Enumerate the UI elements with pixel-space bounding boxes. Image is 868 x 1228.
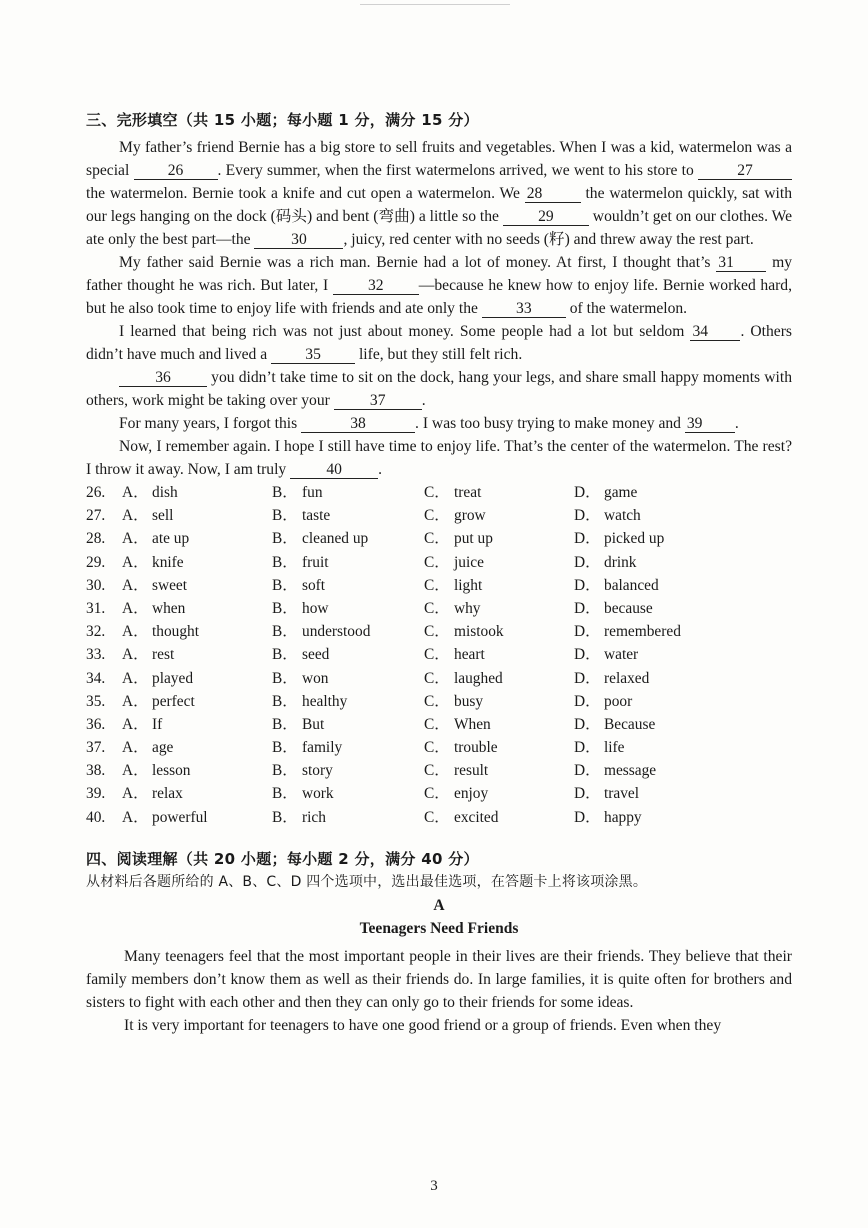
option-letter: A． bbox=[122, 530, 149, 548]
option-text: game bbox=[604, 484, 638, 501]
option-c bbox=[424, 643, 574, 666]
option-text: life bbox=[604, 739, 625, 757]
option-letter: A． bbox=[122, 623, 149, 641]
option-text: If bbox=[152, 715, 163, 733]
cloze-paragraph-6 bbox=[86, 435, 792, 481]
option-text: fun bbox=[302, 484, 323, 501]
option-text: sell bbox=[152, 507, 174, 525]
option-row bbox=[86, 713, 792, 736]
option-text: When bbox=[454, 715, 491, 733]
option-text: treat bbox=[454, 484, 482, 501]
blank-35: 35 bbox=[271, 346, 355, 364]
option-a bbox=[122, 481, 272, 504]
option-text: mistook bbox=[454, 623, 504, 641]
option-letter: B． bbox=[272, 762, 298, 780]
text: Now, I remember again. I hope I still have time to enjoy life. That’s the center of the watermelon. The rest? I throw it away. Now, I am truly bbox=[86, 438, 792, 478]
option-text: taste bbox=[302, 507, 331, 525]
option-letter: B． bbox=[272, 484, 298, 501]
option-text: laughed bbox=[454, 669, 503, 687]
option-text: relaxed bbox=[604, 669, 650, 687]
option-text: dish bbox=[152, 484, 178, 501]
option-b bbox=[272, 551, 424, 574]
blank-27: 27 bbox=[698, 162, 792, 180]
blank-38: 38 bbox=[301, 415, 415, 433]
option-a bbox=[122, 782, 272, 805]
exam-page bbox=[86, 108, 792, 1037]
option-letter: B． bbox=[272, 576, 298, 594]
blank-26: 26 bbox=[134, 162, 218, 180]
option-b bbox=[272, 782, 424, 805]
question-number: 35. bbox=[86, 692, 106, 710]
option-d bbox=[574, 527, 724, 550]
text: —because he knew how to enjoy life. Bernie worked hard, but he also took time to enjoy life with friends and ate only the bbox=[86, 277, 792, 317]
option-a bbox=[122, 806, 272, 829]
option-b bbox=[272, 620, 424, 643]
section3-heading: 三、完形填空（共 15 小题；每小题 1 分，满分 15 分） bbox=[86, 111, 479, 129]
option-letter: D． bbox=[574, 553, 601, 571]
section4-heading: 四、阅读理解（共 20 小题；每小题 2 分，满分 40 分） bbox=[86, 849, 479, 868]
option-text: seed bbox=[302, 646, 330, 664]
option-text: grow bbox=[454, 507, 486, 525]
blank-37: 37 bbox=[334, 392, 422, 410]
text: My father’s friend Bernie has a big store to sell fruits and vegetables. When I was a kid, watermelon was a special bbox=[86, 139, 792, 179]
blank-36: 36 bbox=[119, 369, 207, 387]
option-text: excited bbox=[454, 808, 499, 826]
option-letter: C． bbox=[424, 530, 450, 548]
text: For many years, I forgot this bbox=[119, 415, 302, 432]
option-row bbox=[86, 574, 792, 597]
option-text: how bbox=[302, 599, 329, 617]
option-text: sweet bbox=[152, 576, 188, 594]
option-text: trouble bbox=[454, 739, 498, 757]
option-letter: B． bbox=[272, 623, 298, 641]
question-number: 37. bbox=[86, 739, 106, 757]
option-text: cleaned up bbox=[302, 530, 369, 548]
option-row bbox=[86, 806, 792, 829]
option-text: picked up bbox=[604, 530, 665, 548]
option-a bbox=[122, 690, 272, 713]
option-d bbox=[574, 574, 724, 597]
option-text: travel bbox=[604, 785, 640, 803]
option-a bbox=[122, 736, 272, 759]
text: the watermelon. Bernie took a knife and cut open a watermelon. We bbox=[86, 185, 525, 202]
option-text: won bbox=[302, 669, 329, 687]
option-c bbox=[424, 551, 574, 574]
option-b bbox=[272, 574, 424, 597]
option-text: fruit bbox=[302, 553, 329, 571]
option-row bbox=[86, 597, 792, 620]
option-letter: B． bbox=[272, 692, 298, 710]
question-number: 27. bbox=[86, 507, 106, 525]
option-c bbox=[424, 759, 574, 782]
option-letter: B． bbox=[272, 669, 298, 687]
option-d bbox=[574, 620, 724, 643]
option-text: played bbox=[152, 669, 194, 687]
option-c bbox=[424, 597, 574, 620]
option-text: story bbox=[302, 762, 333, 780]
option-letter: B． bbox=[272, 808, 298, 826]
option-text: work bbox=[302, 785, 334, 803]
blank-32: 32 bbox=[333, 277, 419, 295]
option-letter: B． bbox=[272, 715, 298, 733]
question-number: 26. bbox=[86, 484, 106, 501]
text: . bbox=[734, 415, 739, 432]
option-text: understood bbox=[302, 623, 371, 641]
question-number: 38. bbox=[86, 762, 106, 780]
option-a bbox=[122, 504, 272, 527]
blank-39: 39 bbox=[685, 415, 735, 433]
option-letter: A． bbox=[122, 692, 149, 710]
option-a bbox=[122, 551, 272, 574]
option-letter: C． bbox=[424, 762, 450, 780]
question-number: 40. bbox=[86, 808, 106, 826]
option-c bbox=[424, 806, 574, 829]
section4 bbox=[86, 847, 792, 1037]
option-a bbox=[122, 574, 272, 597]
text: you didn’t take time to sit on the dock, hang your legs, and share small happy moments with others, work might be taking over your bbox=[86, 369, 792, 409]
option-d bbox=[574, 643, 724, 666]
option-letter: C． bbox=[424, 739, 450, 757]
text: my father thought he was rich. But later, I bbox=[86, 254, 793, 294]
option-text: healthy bbox=[302, 692, 348, 710]
question-number: 32. bbox=[86, 623, 106, 641]
option-row bbox=[86, 690, 792, 713]
option-c bbox=[424, 667, 574, 690]
option-text: poor bbox=[604, 692, 633, 710]
option-text: relax bbox=[152, 785, 183, 803]
option-c bbox=[424, 481, 574, 504]
blank-31: 31 bbox=[716, 254, 766, 272]
option-c bbox=[424, 504, 574, 527]
option-text: put up bbox=[454, 530, 493, 548]
option-letter: B． bbox=[272, 530, 298, 548]
option-text: remembered bbox=[604, 623, 681, 641]
option-letter: C． bbox=[424, 785, 450, 803]
option-b bbox=[272, 759, 424, 782]
cloze-paragraph-1 bbox=[86, 136, 792, 251]
option-text: rich bbox=[302, 808, 326, 826]
scan-mark bbox=[360, 4, 510, 11]
option-a bbox=[122, 597, 272, 620]
option-letter: C． bbox=[424, 576, 450, 594]
option-text: lesson bbox=[152, 762, 191, 780]
question-number: 31. bbox=[86, 599, 106, 617]
option-letter: D． bbox=[574, 715, 601, 733]
blank-34: 34 bbox=[690, 323, 740, 341]
question-number: 39. bbox=[86, 785, 106, 803]
option-text: water bbox=[604, 646, 639, 664]
option-letter: D． bbox=[574, 739, 601, 757]
option-a bbox=[122, 643, 272, 666]
option-text: message bbox=[604, 762, 657, 780]
option-b bbox=[272, 736, 424, 759]
option-a bbox=[122, 759, 272, 782]
option-c bbox=[424, 690, 574, 713]
cloze-paragraph-5 bbox=[86, 412, 792, 435]
option-text: But bbox=[302, 715, 325, 733]
option-b bbox=[272, 713, 424, 736]
option-letter: B． bbox=[272, 507, 298, 525]
option-row bbox=[86, 736, 792, 759]
option-letter: D． bbox=[574, 646, 601, 664]
option-text: enjoy bbox=[454, 785, 489, 803]
option-letter: C． bbox=[424, 715, 450, 733]
option-letter: A． bbox=[122, 553, 149, 571]
option-letter: D． bbox=[574, 576, 601, 594]
option-text: light bbox=[454, 576, 483, 594]
question-number: 34. bbox=[86, 669, 106, 687]
reading-paragraph-1: Many teenagers feel that the most important people in their lives are their friends. They believe that their family members don’t know them as well as their friends do. In large families, it is quite often for brothers and sisters to fight with each other and then they can only go to their friends for some ideas. bbox=[86, 947, 792, 1011]
option-text: rest bbox=[152, 646, 175, 664]
option-text: Because bbox=[604, 715, 656, 733]
text: My father said Bernie was a rich man. Bernie had a lot of money. At first, I thought that’s bbox=[119, 254, 717, 271]
option-letter: C． bbox=[424, 669, 450, 687]
option-c bbox=[424, 527, 574, 550]
text: wouldn’t get on our clothes. We ate only the best part—the bbox=[86, 208, 792, 248]
option-letter: B． bbox=[272, 785, 298, 803]
option-b bbox=[272, 481, 424, 504]
option-letter: A． bbox=[122, 484, 149, 501]
option-d bbox=[574, 481, 724, 504]
option-letter: C． bbox=[424, 692, 450, 710]
question-number: 33. bbox=[86, 646, 106, 664]
option-text: happy bbox=[604, 808, 642, 826]
option-letter: A． bbox=[122, 715, 149, 733]
option-text: heart bbox=[454, 646, 485, 664]
option-letter: D． bbox=[574, 623, 601, 641]
option-text: family bbox=[302, 739, 343, 757]
option-row bbox=[86, 620, 792, 643]
option-b bbox=[272, 690, 424, 713]
option-c bbox=[424, 713, 574, 736]
option-letter: A． bbox=[122, 785, 149, 803]
option-row bbox=[86, 481, 792, 504]
option-letter: C． bbox=[424, 623, 450, 641]
option-letter: D． bbox=[574, 530, 601, 548]
passage-label: A bbox=[433, 896, 445, 914]
option-letter: B． bbox=[272, 739, 298, 757]
option-a bbox=[122, 713, 272, 736]
option-b bbox=[272, 597, 424, 620]
option-letter: A． bbox=[122, 507, 149, 525]
option-letter: A． bbox=[122, 646, 149, 664]
blank-40: 40 bbox=[290, 461, 378, 479]
option-d bbox=[574, 759, 724, 782]
option-letter: D． bbox=[574, 762, 601, 780]
option-letter: B． bbox=[272, 646, 298, 664]
option-row bbox=[86, 759, 792, 782]
blank-30: 30 bbox=[254, 231, 343, 249]
option-text: perfect bbox=[152, 692, 195, 710]
text: of the watermelon. bbox=[565, 300, 688, 317]
option-text: because bbox=[604, 599, 653, 617]
option-letter: C． bbox=[424, 646, 450, 664]
option-letter: D． bbox=[574, 669, 601, 687]
option-letter: C． bbox=[424, 808, 450, 826]
option-b bbox=[272, 643, 424, 666]
option-d bbox=[574, 736, 724, 759]
option-text: soft bbox=[302, 576, 326, 594]
question-number: 29. bbox=[86, 553, 106, 571]
option-letter: A． bbox=[122, 576, 149, 594]
option-text: age bbox=[152, 739, 174, 757]
option-text: juice bbox=[454, 553, 484, 571]
option-row bbox=[86, 667, 792, 690]
text: life, but they still felt rich. bbox=[355, 346, 523, 363]
option-text: drink bbox=[604, 553, 637, 571]
text: . bbox=[421, 392, 426, 409]
option-d bbox=[574, 806, 724, 829]
option-text: thought bbox=[152, 623, 200, 641]
option-text: ate up bbox=[152, 530, 190, 548]
cloze-paragraph-2 bbox=[86, 251, 792, 320]
option-text: balanced bbox=[604, 576, 659, 594]
option-letter: D． bbox=[574, 808, 601, 826]
option-b bbox=[272, 667, 424, 690]
option-c bbox=[424, 736, 574, 759]
option-letter: D． bbox=[574, 599, 601, 617]
option-letter: A． bbox=[122, 808, 149, 826]
reading-paragraph-2: It is very important for teenagers to have one good friend or a group of friends. Even when they bbox=[124, 1016, 722, 1034]
option-b bbox=[272, 504, 424, 527]
option-d bbox=[574, 551, 724, 574]
question-number: 30. bbox=[86, 576, 106, 594]
page-number: 3 bbox=[430, 1178, 438, 1194]
cloze-paragraph-3 bbox=[86, 320, 792, 366]
option-letter: D． bbox=[574, 692, 601, 710]
text: . bbox=[378, 461, 383, 478]
text: . I was too busy trying to make money and bbox=[415, 415, 685, 432]
option-c bbox=[424, 574, 574, 597]
options-list bbox=[86, 481, 792, 829]
option-letter: A． bbox=[122, 669, 149, 687]
option-c bbox=[424, 620, 574, 643]
option-letter: C． bbox=[424, 484, 450, 501]
option-b bbox=[272, 527, 424, 550]
option-letter: A． bbox=[122, 762, 149, 780]
option-row bbox=[86, 504, 792, 527]
option-d bbox=[574, 713, 724, 736]
blank-28: 28 bbox=[525, 185, 581, 203]
option-d bbox=[574, 504, 724, 527]
option-d bbox=[574, 690, 724, 713]
option-d bbox=[574, 667, 724, 690]
option-row bbox=[86, 782, 792, 805]
option-a bbox=[122, 667, 272, 690]
option-letter: C． bbox=[424, 507, 450, 525]
option-letter: D． bbox=[574, 785, 601, 803]
blank-29: 29 bbox=[503, 208, 589, 226]
option-letter: D． bbox=[574, 484, 601, 501]
option-row bbox=[86, 527, 792, 550]
text: I learned that being rich was not just about money. Some people had a lot but seldom bbox=[119, 323, 691, 340]
option-letter: C． bbox=[424, 599, 450, 617]
option-text: why bbox=[454, 599, 481, 617]
question-number: 36. bbox=[86, 715, 106, 733]
question-number: 28. bbox=[86, 530, 106, 548]
text: . Every summer, when the first watermelons arrived, we went to his store to bbox=[217, 162, 698, 179]
option-a bbox=[122, 620, 272, 643]
blank-33: 33 bbox=[482, 300, 566, 318]
option-letter: B． bbox=[272, 553, 298, 571]
option-text: watch bbox=[604, 507, 641, 525]
option-d bbox=[574, 597, 724, 620]
option-d bbox=[574, 782, 724, 805]
section4-instruction: 从材料后各题所给的 A、B、C、D 四个选项中，选出最佳选项，在答题卡上将该项涂黑。 bbox=[86, 873, 648, 890]
option-row bbox=[86, 643, 792, 666]
option-row bbox=[86, 551, 792, 574]
option-letter: C． bbox=[424, 553, 450, 571]
option-letter: B． bbox=[272, 599, 298, 617]
option-c bbox=[424, 782, 574, 805]
option-text: busy bbox=[454, 692, 484, 710]
option-letter: D． bbox=[574, 507, 601, 525]
cloze-paragraph-4 bbox=[86, 366, 792, 412]
text: , juicy, red center with no seeds (籽) and threw away the rest part. bbox=[343, 231, 754, 248]
passage-title: Teenagers Need Friends bbox=[359, 919, 519, 937]
text: the watermelon quickly, sat with our legs hanging on the dock (码头) and bent (弯曲) a little so the bbox=[86, 185, 792, 225]
option-letter: A． bbox=[122, 739, 149, 757]
option-b bbox=[272, 806, 424, 829]
option-a bbox=[122, 527, 272, 550]
option-text: powerful bbox=[152, 808, 208, 826]
option-letter: A． bbox=[122, 599, 149, 617]
option-text: result bbox=[454, 762, 489, 780]
text: . Others didn’t have much and lived a bbox=[86, 323, 792, 363]
option-text: when bbox=[152, 599, 186, 617]
option-text: knife bbox=[152, 553, 184, 571]
